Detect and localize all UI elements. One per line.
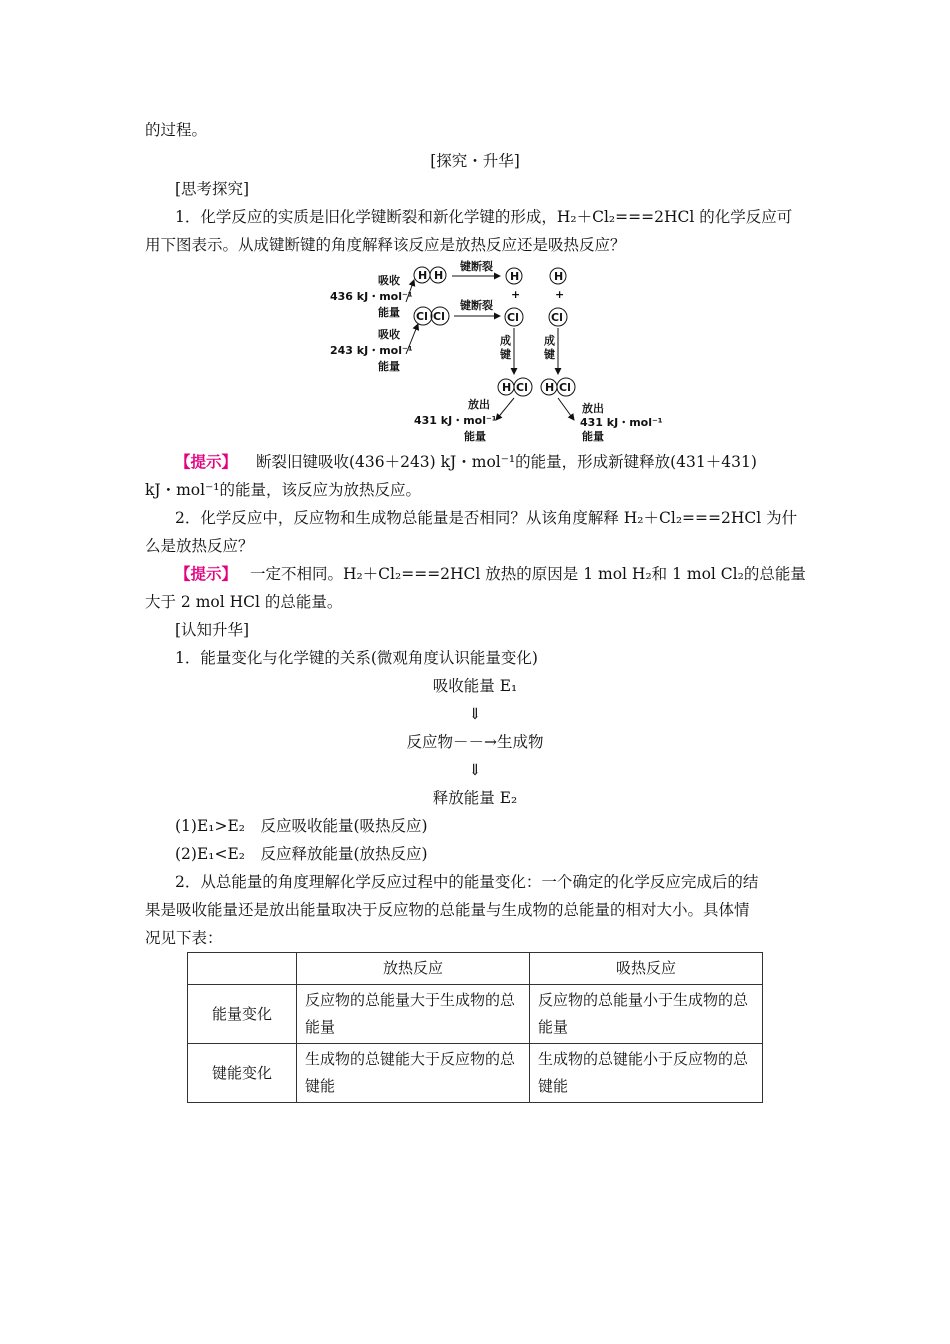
- table-header-cell: 放热反应: [297, 953, 530, 985]
- flow-reaction: 反应物－－→生成物: [406, 733, 544, 751]
- answer-2-line-2: 大于 2 mol HCl 的总能量。: [145, 593, 343, 611]
- question-2-line-1: 2．化学反应中，反应物和生成物总能量是否相同？从该角度解释 H₂＋Cl₂===2HCl 为什: [175, 509, 798, 527]
- atom-cl-2-label: Cl: [433, 310, 445, 323]
- table-cell: 生成物的总键能小于反应物的总键能: [530, 1044, 763, 1103]
- break-label-1: 键断裂: [460, 260, 493, 273]
- release-2-value: 431 kJ・mol⁻¹: [580, 416, 663, 429]
- answer-2-line-1: [175, 562, 806, 586]
- form-label-1a: 成: [500, 334, 511, 347]
- flow-down-arrow-1: ⇓: [468, 705, 482, 723]
- hint-tag: 【提示】: [175, 564, 238, 583]
- subsection-think: [思考探究]: [175, 180, 250, 198]
- paragraph-end: 的过程。: [145, 121, 208, 139]
- table-row-header: 能量变化: [188, 985, 297, 1044]
- cognition-2-line-3: 况见下表：: [145, 929, 223, 947]
- question-1-line-2: 用下图表示。从成键断键的角度解释该反应是放热反应还是吸热反应？: [145, 236, 626, 254]
- absorb-1-unit: 能量: [378, 306, 400, 319]
- form-label-2b: 键: [544, 348, 555, 361]
- plus-2: +: [555, 288, 565, 301]
- hcl-2-h-label: H: [545, 381, 555, 394]
- table-header-cell: [188, 953, 297, 985]
- table-cell: 反应物的总能量大于生成物的总能量: [297, 985, 530, 1044]
- flow-absorb: 吸收能量 E₁: [432, 677, 518, 695]
- section-title: [探究・升华]: [430, 152, 520, 170]
- atom-h-1-label: H: [418, 269, 428, 282]
- cognition-2-line-2: 果是吸收能量还是放出能量取决于反应物的总能量与生成物的总能量的相对大小。具体情: [145, 901, 750, 919]
- release-2-unit: 能量: [582, 430, 604, 443]
- hint-tag: 【提示】: [175, 452, 238, 471]
- hcl-1-h-label: H: [502, 381, 512, 394]
- question-2-line-2: 么是放热反应？: [145, 537, 254, 555]
- plus-1: +: [511, 288, 521, 301]
- release-2-label: 放出: [582, 402, 604, 415]
- free-h-2-label: H: [554, 270, 564, 283]
- table-row: [188, 985, 763, 1044]
- case-2: (2)E₁<E₂ 反应释放能量(放热反应): [175, 845, 428, 863]
- free-cl-1-label: Cl: [507, 311, 519, 324]
- flow-down-arrow-2: ⇓: [468, 761, 482, 779]
- answer-1-text: 断裂旧键吸收(436＋243) kJ・mol⁻¹的能量，形成新键释放(431＋431): [255, 453, 757, 471]
- absorb-2-label: 吸收: [378, 328, 400, 341]
- table-row: [188, 1044, 763, 1103]
- atom-h-2-label: H: [434, 269, 444, 282]
- absorb-2-value: 243 kJ・mol⁻¹: [330, 344, 413, 357]
- form-label-1b: 键: [500, 348, 511, 361]
- answer-1-line-1: [175, 450, 757, 474]
- flow-release: 释放能量 E₂: [432, 789, 518, 807]
- case-1: (1)E₁>E₂ 反应吸收能量(吸热反应): [175, 817, 428, 835]
- answer-2-text: 一定不相同。H₂＋Cl₂===2HCl 放热的原因是 1 mol H₂和 1 mol Cl₂的总能量: [249, 565, 806, 583]
- absorb-2-unit: 能量: [378, 360, 400, 373]
- table-header-row: [188, 953, 763, 985]
- answer-1-line-2: kJ・mol⁻¹的能量，该反应为放热反应。: [145, 481, 421, 499]
- free-cl-2-label: Cl: [551, 311, 563, 324]
- release-1-unit: 能量: [464, 430, 486, 443]
- absorb-1-label: 吸收: [378, 274, 400, 287]
- release-1-label: 放出: [468, 398, 490, 411]
- release-1-value: 431 kJ・mol⁻¹: [414, 414, 497, 427]
- question-1-line-1: 1．化学反应的实质是旧化学键断裂和新化学键的形成，H₂＋Cl₂===2HCl 的化学反应可: [175, 208, 793, 226]
- free-h-1-label: H: [510, 270, 520, 283]
- cognition-2-line-1: 2．从总能量的角度理解化学反应过程中的能量变化：一个确定的化学反应完成后的结: [175, 873, 759, 891]
- atom-cl-1-label: Cl: [416, 310, 428, 323]
- table-cell: 反应物的总能量小于生成物的总能量: [530, 985, 763, 1044]
- absorb-1-value: 436 kJ・mol⁻¹: [330, 290, 413, 303]
- hcl-2-cl-label: Cl: [559, 381, 571, 394]
- form-label-2a: 成: [544, 334, 555, 347]
- table-row-header: 键能变化: [188, 1044, 297, 1103]
- subsection-cognition: [认知升华]: [175, 621, 250, 639]
- hcl-1-cl-label: Cl: [516, 381, 528, 394]
- comparison-table: [187, 952, 763, 1103]
- table-header-cell: 吸热反应: [530, 953, 763, 985]
- table-cell: 生成物的总键能大于反应物的总键能: [297, 1044, 530, 1103]
- cognition-1-title: 1．能量变化与化学键的关系(微观角度认识能量变化): [175, 649, 538, 667]
- bond-energy-diagram-svg: [328, 260, 663, 447]
- bond-energy-diagram: [328, 260, 663, 447]
- break-label-2: 键断裂: [460, 299, 493, 312]
